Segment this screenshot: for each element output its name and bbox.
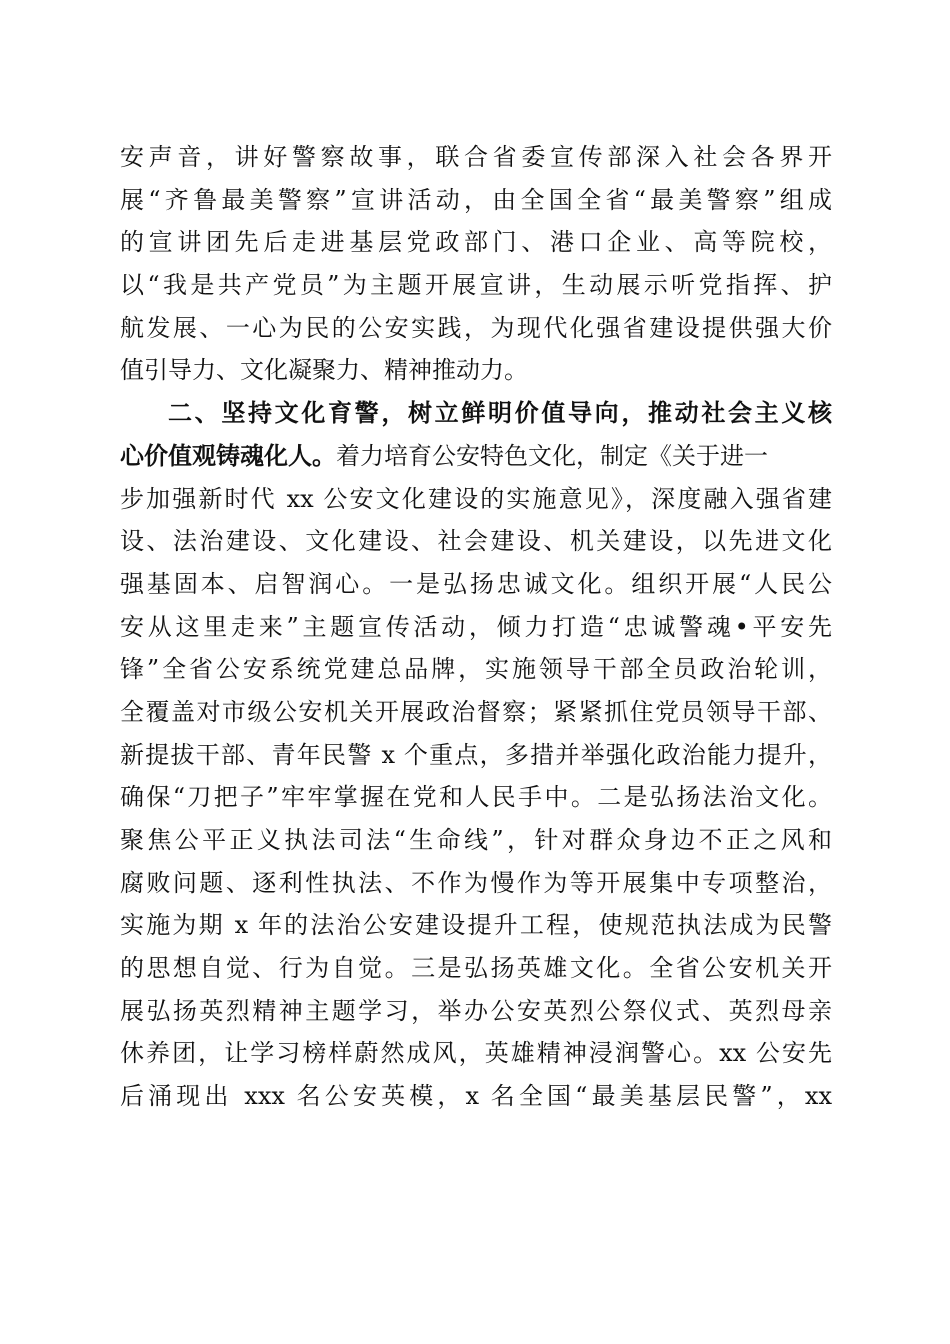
section-heading-tail: 心价值观铸魂化人。 [120,441,336,470]
paragraph-line: 聚焦公平正义执法司法“生命线”，针对群众身边不正之风和 [120,826,832,854]
section-heading-continued-line [120,435,832,478]
paragraph-text: 着力培育公安特色文化，制定《关于进一 [336,441,768,470]
paragraph-line: 步加强新时代 xx 公安文化建设的实施意见》，深度融入强省建 [120,484,832,513]
paragraph-line: 展“齐鲁最美警察”宣讲活动，由全国全省“最美警察”组成 [120,185,832,214]
paragraph-line: 休养团，让学习榜样蔚然成风，英雄精神浸润警心。xx 公安先 [120,1039,832,1068]
paragraph-line: 设、法治建设、文化建设、社会建设、机关建设，以先进文化 [120,527,832,556]
paragraph-line: 全覆盖对市级公安机关开展政治督察；紧紧抓住党员领导干部、 [120,697,832,726]
section-heading-line: 二、坚持文化育警，树立鲜明价值导向，推动社会主义核 [168,399,832,428]
paragraph-line: 以“我是共产党员”为主题开展宣讲，生动展示听党指挥、护 [120,271,832,300]
paragraph-line: 的思想自觉、行为自觉。三是弘扬英雄文化。全省公安机关开 [120,954,832,983]
paragraph-line: 确保“刀把子”牢牢掌握在党和人民手中。二是弘扬法治文化。 [120,783,832,812]
paragraph-line: 后涌现出 xxx 名公安英模，x 名全国“最美基层民警”，xx [120,1082,832,1111]
paragraph-line: 航发展、一心为民的公安实践，为现代化强省建设提供强大价 [120,313,832,342]
paragraph-line: 安从这里走来”主题宣传活动，倾力打造“忠诚警魂•平安先 [120,612,832,641]
paragraph-line: 安声音，讲好警察故事，联合省委宣传部深入社会各界开 [120,143,832,171]
paragraph-line: 的宣讲团先后走进基层党政部门、港口企业、高等院校， [120,228,832,257]
paragraph-line: 强基固本、启智润心。一是弘扬忠诚文化。组织开展“人民公 [120,569,832,598]
paragraph-line: 展弘扬英烈精神主题学习，举办公安英烈公祭仪式、英烈母亲 [120,996,832,1025]
paragraph-line: 腐败问题、逐利性执法、不作为慢作为等开展集中专项整治， [120,868,832,897]
paragraph-line: 新提拔干部、青年民警 x 个重点，多措并举强化政治能力提升， [120,740,832,769]
paragraph-line: 实施为期 x 年的法治公安建设提升工程，使规范执法成为民警 [120,911,832,940]
paragraph-line: 锋”全省公安系统党建总品牌，实施领导干部全员政治轮训， [120,655,832,684]
paragraph-line: 值引导力、文化凝聚力、精神推动力。 [120,356,528,385]
document-body [120,136,832,1118]
